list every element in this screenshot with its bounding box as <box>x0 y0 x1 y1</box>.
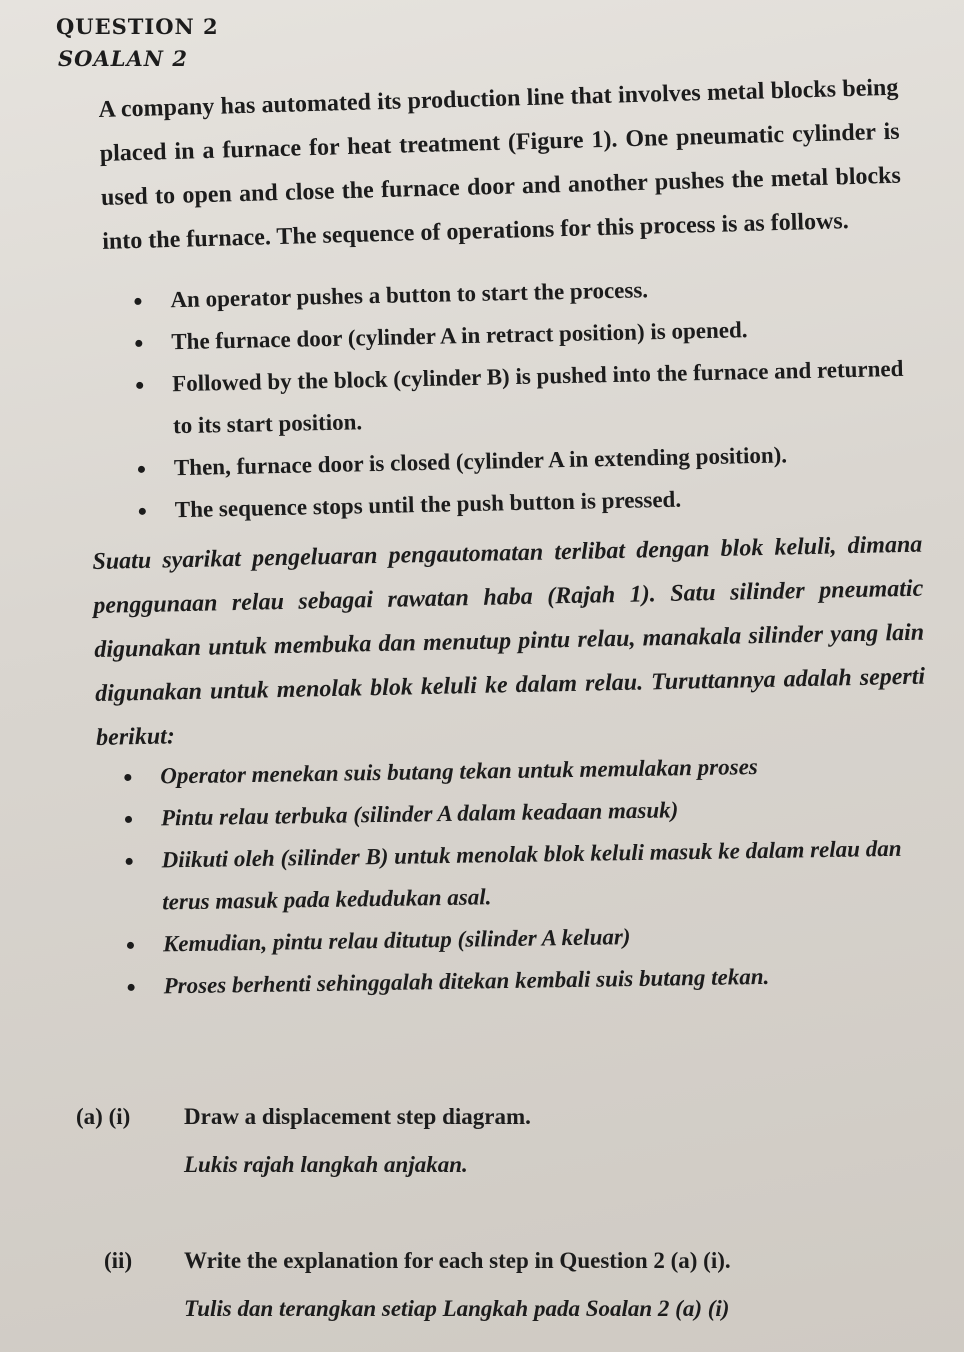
subquestion-label: (ii) <box>104 1248 133 1273</box>
step-text: Diikuti oleh (silinder B) untuk menolak blok keluli masuk ke dalam relau dan terus masuk pada kedudukan asal. <box>161 835 902 915</box>
question-title-malay: SOALAN 2 <box>58 46 188 71</box>
bullet-icon <box>128 984 135 991</box>
malay-steps-list <box>124 743 948 1008</box>
subquestion-text-malay: Tulis dan terangkan setiap Langkah pada Soalan 2 (a) (i) <box>184 1296 730 1321</box>
english-steps-list <box>134 264 919 532</box>
malay-paragraph: Suatu syarikat pengeluaran pengautomatan terlibat dengan blok keluli, dimana penggunaan relau sebagai rawatan haba (Rajah 1). Satu silinder pneumatic digunakan untuk membuka dan menutup pintu relau, manakala silinder yang lain digunakan untuk menolak blok keluli ke dalam relau. Turuttannya adalah seperti berikut: <box>92 531 926 751</box>
step-text: The sequence stops until the push button is pressed. <box>174 486 682 523</box>
step-text: Then, furnace door is closed (cylinder A in extending position). <box>173 442 788 481</box>
subquestion-text-malay: Lukis rajah langkah anjakan. <box>184 1152 468 1177</box>
question-title: QUESTION 2 <box>56 14 219 39</box>
step-text: Kemudian, pintu relau ditutup (silinder A keluar) <box>162 924 631 957</box>
step-text: Proses berhenti sehinggalah ditekan kembali suis butang tekan. <box>163 963 770 999</box>
step-text: Operator menekan suis butang tekan untuk memulakan proses <box>160 754 758 789</box>
bullet-icon <box>125 816 132 823</box>
list-item <box>125 827 946 924</box>
step-text: Followed by the block (cylinder B) is pushed into the furnace and returned to its start position. <box>171 355 904 439</box>
step-text: The furnace door (cylinder A in retract position) is opened. <box>171 317 748 355</box>
bullet-icon <box>127 942 134 949</box>
bullet-icon <box>124 774 131 781</box>
english-paragraph: A company has automated its production line that involves metal blocks being placed in a furnace for heat treatment (Figure 1). One pneumatic cylinder is used to open and close the furnace door and another pushes the metal blocks into the furnace. The sequence of operations for this process is as follows. <box>98 74 902 255</box>
bullet-icon <box>136 382 143 389</box>
subquestion-text: Draw a displacement step diagram. <box>184 1104 531 1129</box>
subquestion-a-ii <box>104 1248 864 1348</box>
subquestion-a-i <box>76 1104 836 1200</box>
subquestion-text: Write the explanation for each step in Question 2 (a) (i). <box>184 1248 731 1273</box>
step-text: Pintu relau terbuka (silinder A dalam keadaan masuk) <box>160 797 679 831</box>
bullet-icon <box>126 858 133 865</box>
list-item <box>136 348 918 448</box>
step-text: An operator pushes a button to start the process. <box>170 277 649 313</box>
bullet-icon <box>139 508 146 515</box>
bullet-icon <box>134 298 141 305</box>
bullet-icon <box>138 466 145 473</box>
subquestion-label: (a) (i) <box>76 1104 131 1129</box>
bullet-icon <box>135 340 142 347</box>
